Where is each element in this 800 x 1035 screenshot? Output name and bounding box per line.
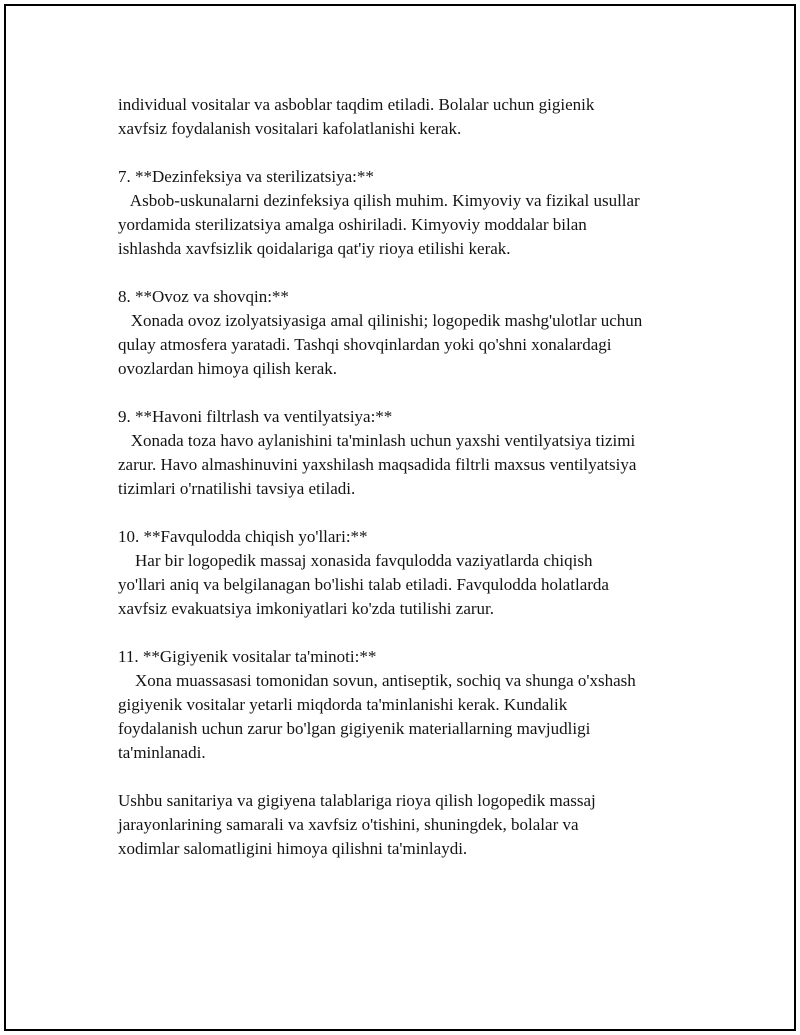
text-line: Har bir logopedik massaj xonasida favqulodda vaziyatlarda chiqish <box>118 551 593 570</box>
text-line: tizimlari o'rnatilishi tavsiya etiladi. <box>118 479 356 498</box>
text-line: qulay atmosfera yaratadi. Tashqi shovqinlardan yoki qo'shni xonalardagi <box>118 335 612 354</box>
paragraph-gap <box>118 261 698 285</box>
section-7 <box>118 165 698 261</box>
document-body <box>118 93 698 861</box>
section-heading: 11. **Gigiyenik vositalar ta'minoti:** <box>118 647 377 666</box>
text-line: ishlashda xavfsizlik qoidalariga qat'iy rioya etilishi kerak. <box>118 239 511 258</box>
section-heading: 8. **Ovoz va shovqin:** <box>118 287 289 306</box>
section-11 <box>118 645 698 765</box>
conclusion-paragraph <box>118 789 698 861</box>
paragraph-gap <box>118 501 698 525</box>
text-line: xodimlar salomatligini himoya qilishni ta'minlaydi. <box>118 839 468 858</box>
section-heading: 9. **Havoni filtrlash va ventilyatsiya:** <box>118 407 393 426</box>
paragraph-gap <box>118 381 698 405</box>
section-heading: 10. **Favqulodda chiqish yo'llari:** <box>118 527 368 546</box>
text-line: ovozlardan himoya qilish kerak. <box>118 359 338 378</box>
text-line: yordamida sterilizatsiya amalga oshiriladi. Kimyoviy moddalar bilan <box>118 215 587 234</box>
text-line: jarayonlarining samarali va xavfsiz o'tishini, shuningdek, bolalar va <box>118 815 579 834</box>
text-line: xavfsiz evakuatsiya imkoniyatlari ko'zda tutilishi zarur. <box>118 599 495 618</box>
text-line: Asbob-uskunalarni dezinfeksiya qilish muhim. Kimyoviy va fizikal usullar <box>118 191 640 210</box>
text-line: Ushbu sanitariya va gigiyena talablariga rioya qilish logopedik massaj <box>118 791 596 810</box>
section-8 <box>118 285 698 381</box>
text-line: foydalanish uchun zarur bo'lgan gigiyenik materiallarning mavjudligi <box>118 719 591 738</box>
text-line: individual vositalar va asboblar taqdim etiladi. Bolalar uchun gigienik <box>118 95 595 114</box>
text-line: Xonada ovoz izolyatsiyasiga amal qilinishi; logopedik mashg'ulotlar uchun <box>118 311 643 330</box>
text-line: yo'llari aniq va belgilanagan bo'lishi talab etiladi. Favqulodda holatlarda <box>118 575 609 594</box>
paragraph-gap <box>118 621 698 645</box>
text-line: Xona muassasasi tomonidan sovun, antiseptik, sochiq va shunga o'xshash <box>118 671 636 690</box>
text-line: zarur. Havo almashinuvini yaxshilash maqsadida filtrli maxsus ventilyatsiya <box>118 455 637 474</box>
section-9 <box>118 405 698 501</box>
paragraph-gap <box>118 765 698 789</box>
text-line: ta'minlanadi. <box>118 743 206 762</box>
intro-paragraph <box>118 93 698 141</box>
text-line: gigiyenik vositalar yetarli miqdorda ta'minlanishi kerak. Kundalik <box>118 695 568 714</box>
paragraph-gap <box>118 141 698 165</box>
section-heading: 7. **Dezinfeksiya va sterilizatsiya:** <box>118 167 374 186</box>
text-line: Xonada toza havo aylanishini ta'minlash uchun yaxshi ventilyatsiya tizimi <box>118 431 636 450</box>
section-10 <box>118 525 698 621</box>
text-line: xavfsiz foydalanish vositalari kafolatlanishi kerak. <box>118 119 462 138</box>
